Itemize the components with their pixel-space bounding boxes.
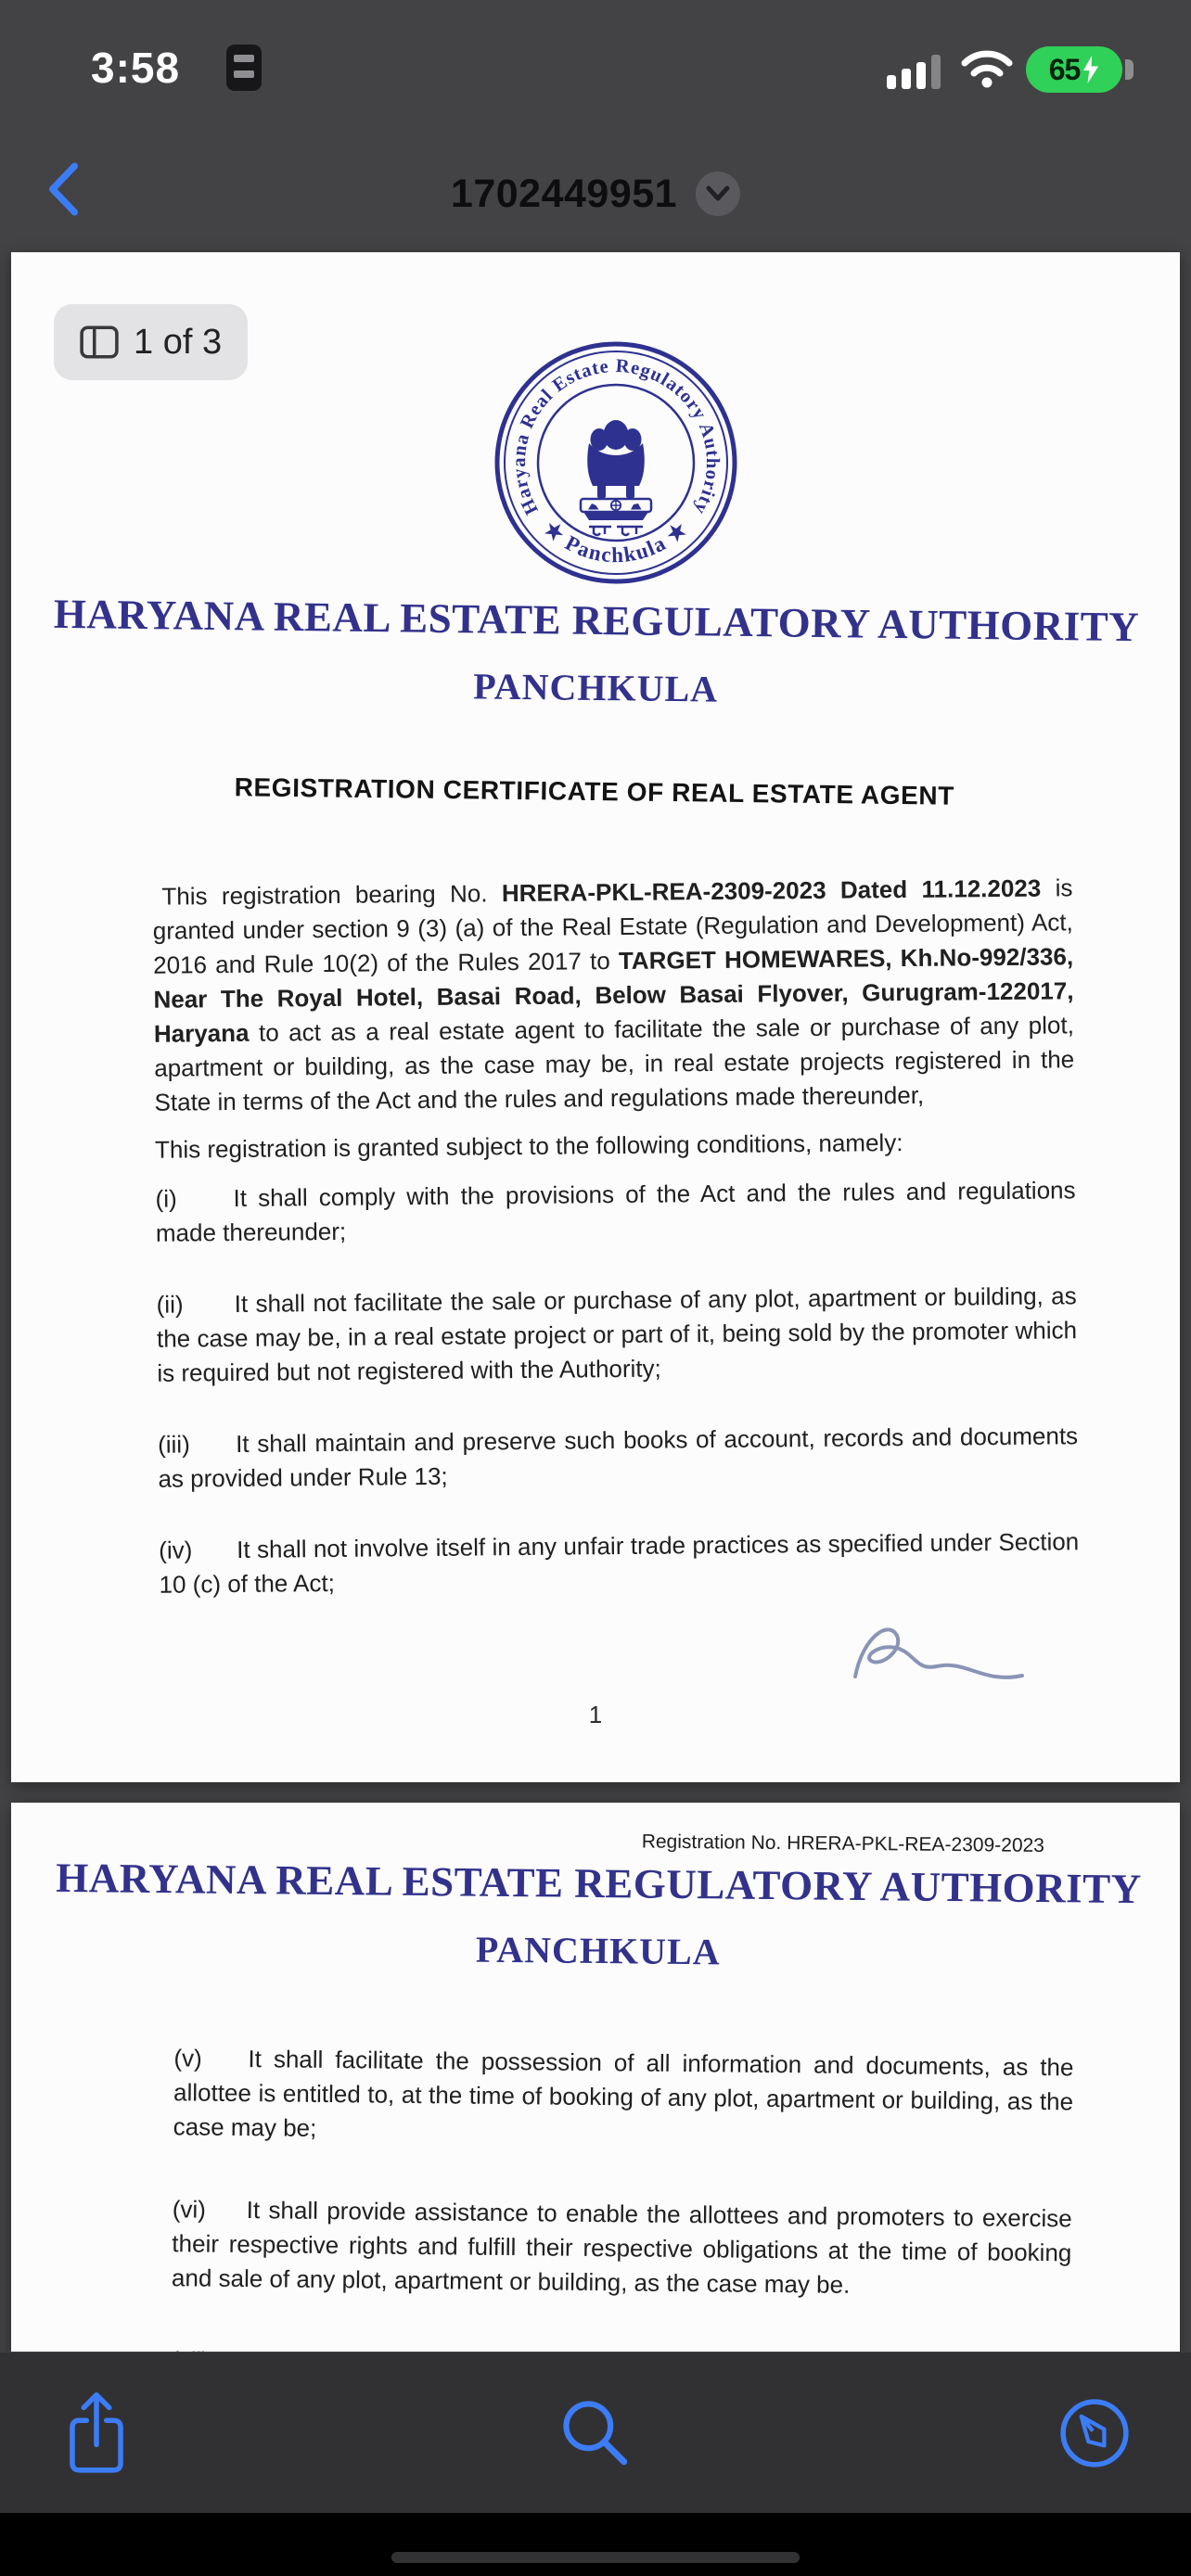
chevron-down-icon xyxy=(706,185,730,202)
registration-paragraph: This registration bearing No. HRERA-PKL-REA-2309-2023 Dated 11.12.2023 is granted under section 9 (3) (a) of the Real Estate (Regulation and Development) Act, 2016 and Rule 10(2) of the Rules 2017 to TARGET HOMEWARES, Kh.No-992/336, Near The Royal Hotel, Basai Road, Below Basai Flyover, Gurugram-122017, Haryana to act as a real estate agent to facilitate the sale or purchase of any plot, apartment or building, as the case may be, in real estate projects registered in the State in terms of the Act and the rules and regulations made thereunder, xyxy=(152,874,1075,1116)
document-header xyxy=(14,1854,1180,1977)
motto-script xyxy=(589,527,643,535)
back-button[interactable] xyxy=(35,152,91,226)
condition-item: (vi) It shall provide assistance to enable the allottees and promoters to exercise their respective rights and fulfill their respective obligations at the time of booking and sale of any plot, apartment or building, as the case may be. xyxy=(171,2195,1072,2299)
authority-seal xyxy=(493,339,739,586)
page-indicator-chip[interactable] xyxy=(54,304,248,380)
chevron-left-icon xyxy=(46,161,80,217)
condition-item: (iii) It shall maintain and preserve such books of account, records and documents as provided under Rule 13; xyxy=(157,1422,1079,1493)
condition-item: (v) It shall facilitate the possession of all information and documents, as the allottee is entitled to, at the time of booking of any plot, apartment or building, as the case may be; xyxy=(173,2044,1074,2142)
clock: 3:58 xyxy=(91,44,181,92)
home-indicator[interactable] xyxy=(391,2552,800,2563)
search-button[interactable] xyxy=(553,2378,638,2489)
status-bar xyxy=(0,0,1191,121)
cellular-signal-icon xyxy=(887,48,944,89)
condition-item: (iv) It shall not involve itself in any unfair trade practices as specified under Section 10 (c) of the Act; xyxy=(159,1527,1080,1599)
page-indicator-label: 1 of 3 xyxy=(134,322,223,362)
bottom-toolbar xyxy=(0,2352,1191,2513)
signature xyxy=(827,1597,1041,1717)
search-icon xyxy=(558,2396,633,2470)
registration-number-line: Registration No. HRERA-PKL-REA-2309-2023 xyxy=(641,1830,1045,1857)
condition-item: (ii) It shall not facilitate the sale or purchase of any plot, apartment or building, as the case may be, in a real estate project or part of it, being sold by the promoter which is required but not registered with the Authority; xyxy=(156,1282,1078,1387)
page-title: 1702449951 xyxy=(450,171,678,216)
authority-subheading: PANCHKULA xyxy=(475,1928,721,1973)
authority-subheading: PANCHKULA xyxy=(473,665,719,710)
share-button[interactable] xyxy=(54,2378,139,2489)
charging-bolt-icon xyxy=(1082,56,1099,83)
seal-top-text: Haryana Real Estate Regulatory Authority xyxy=(508,355,724,518)
seal-bottom-text: ★ Panchkula ★ xyxy=(539,516,693,567)
authority-heading: HARYANA REAL ESTATE REGULATORY AUTHORITY xyxy=(56,1854,1142,1913)
status-widget-icon xyxy=(226,45,262,91)
title-disclosure-button[interactable] xyxy=(696,172,740,216)
ashoka-emblem-icon xyxy=(581,420,651,535)
battery-percent: 65 xyxy=(1048,52,1081,86)
document-page-1[interactable] xyxy=(11,252,1180,1782)
home-strip xyxy=(0,2513,1191,2576)
page-number: 1 xyxy=(588,1701,603,1728)
conditions-intro: This registration is granted subject to the following conditions, namely: xyxy=(154,1129,903,1164)
document-title-menu[interactable] xyxy=(451,139,740,249)
wifi-icon xyxy=(959,46,1015,89)
certificate-body xyxy=(152,871,1079,1601)
page-thumbnail-icon xyxy=(80,325,119,359)
markup-button[interactable] xyxy=(1052,2378,1137,2489)
condition-item: (i) It shall comply with the provisions of the Act and the rules and regulations made thereunder; xyxy=(155,1176,1076,1247)
markup-pen-icon xyxy=(1057,2396,1132,2470)
battery-charging-icon xyxy=(1026,46,1133,93)
authority-heading: HARYANA REAL ESTATE REGULATORY AUTHORITY xyxy=(53,590,1140,651)
certificate-title: REGISTRATION CERTIFICATE OF REAL ESTATE AGENT xyxy=(234,772,955,810)
share-icon xyxy=(62,2388,131,2479)
document-header xyxy=(11,590,1180,813)
nav-bar xyxy=(0,139,1191,249)
